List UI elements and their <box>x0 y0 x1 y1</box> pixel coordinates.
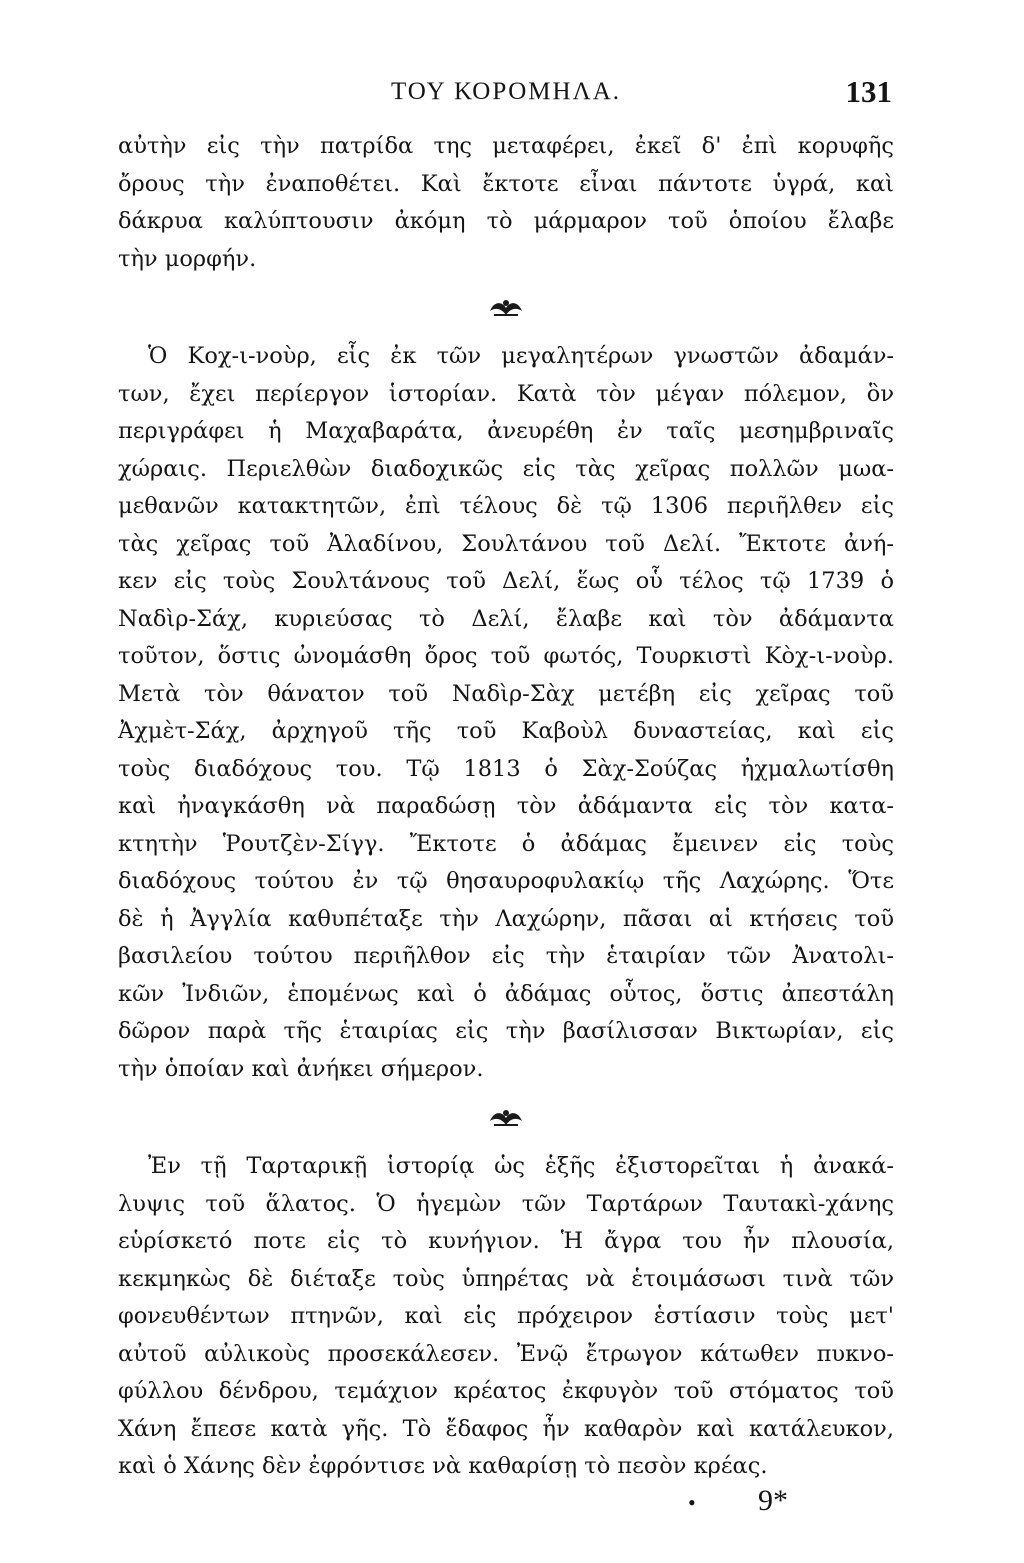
text-line: δῶρον παρὰ τῆς ἑταιρίας εἰς τὴν βασίλισσαν Βικτωρίαν, εἰς <box>118 1018 894 1044</box>
section-ornament <box>118 278 894 338</box>
text-line: Ἐν τῇ Ταρταρικῇ ἱστορίᾳ ὡς ἑξῆς ἐξιστορεῖται ἡ ἀνακά- <box>148 1153 894 1179</box>
text-line: δάκρυα καλύπτουσιν ἀκόμη τὸ μάρμαρον τοῦ ὁποίου ἔλαβε <box>118 208 894 234</box>
text-line: καὶ ὁ Χάνης δὲν ἐφρόντισε νὰ καθαρίσῃ τὸ πεσὸν κρέας. <box>118 1453 768 1479</box>
footer-bullet: • <box>688 1489 696 1515</box>
page-footer <box>118 1483 894 1530</box>
text-line: χώραις. Περιελθὼν διαδοχικῶς εἰς τὰς χεῖρας πολλῶν μωα- <box>118 455 894 482</box>
text-line: αὐτὴν εἰς τὴν πατρίδα της μεταφέρει, ἐκεῖ δ' ἐπὶ κορυφῆς <box>118 133 894 159</box>
text-line: αὐτοῦ αὐλικοὺς προσεκάλεσεν. Ἐνῷ ἔτρωγον κάτωθεν πυκνο- <box>118 1340 894 1367</box>
text-line: εὑρίσκετό ποτε εἰς τὸ κυνήγιον. Ἡ ἄγρα του ἦν πλουσία, <box>118 1228 894 1254</box>
text-line: Ἀχμὲτ-Σάχ, ἀρχηγοῦ τῆς τοῦ Καβοὺλ δυναστείας, καὶ εἰς <box>118 718 894 744</box>
signature-mark: 9* <box>758 1483 788 1517</box>
running-head <box>118 74 894 128</box>
paragraph-salt-discovery <box>118 1148 894 1486</box>
paragraph-koh-i-noor <box>118 338 894 1088</box>
text-line: λυψις τοῦ ἅλατος. Ὁ ἡγεμὼν τῶν Ταρτάρων Ταυτακὶ-χάνης <box>118 1190 894 1217</box>
book-page <box>118 74 894 1530</box>
text-line: τὴν μορφήν. <box>118 245 257 272</box>
text-line: διαδόχους τούτου ἐν τῷ θησαυροφυλακίῳ τῆς Λαχώρης. Ὅτε <box>118 868 894 894</box>
text-line: περιγράφει ἡ Μαχαβαράτα, ἀνευρέθη ἐν ταῖς μεσημβριναῖς <box>118 418 894 444</box>
text-line: φύλλου δένδρου, τεμάχιον κρέατος ἐκφυγὸν τοῦ στόματος τοῦ <box>118 1378 894 1404</box>
text-line: Μετὰ τὸν θάνατον τοῦ Ναδὶρ-Σὰχ μετέβη εἰς χεῖρας τοῦ <box>118 680 894 707</box>
text-line: ὄρους τὴν ἐναποθέτει. Καὶ ἔκτοτε εἶναι πάντοτε ὑγρά, καὶ <box>118 170 894 197</box>
running-title: ΤΟΥ ΚΟΡΟΜΗΛΑ. <box>390 78 622 105</box>
text-line: Χάνη ἔπεσε κατὰ γῆς. Τὸ ἔδαφος ἦν καθαρὸν καὶ κατάλευκον, <box>118 1415 894 1442</box>
text-line: τοὺς διαδόχους του. Τῷ 1813 ὁ Σὰχ-Σούζας ἠχμαλωτίσθη <box>118 755 894 782</box>
text-line: τὴν ὁποίαν καὶ ἀνήκει σήμερον. <box>118 1055 484 1082</box>
paragraph-statue-tears <box>118 128 894 278</box>
text-line: των, ἔχει περίεργον ἱστορίαν. Κατὰ τὸν μέγαν πόλεμον, ὃν <box>118 380 894 407</box>
text-line: μεθανῶν κατακτητῶν, ἐπὶ τέλους δὲ τῷ 1306 περιῆλθεν εἰς <box>118 493 894 519</box>
page-number: 131 <box>845 74 892 109</box>
fleuron-icon <box>486 1107 526 1129</box>
text-line: κεν εἰς τοὺς Σουλτάνους τοῦ Δελί, ἕως οὗ τέλος τῷ 1739 ὁ <box>118 568 894 594</box>
text-line: κτητὴν Ῥουτζὲν-Σίγγ. Ἔκτοτε ὁ ἀδάμας ἔμεινεν εἰς τοὺς <box>118 830 894 857</box>
text-line: τὰς χεῖρας τοῦ Ἀλαδίνου, Σουλτάνου τοῦ Δελί. Ἔκτοτε ἀνή- <box>118 530 894 557</box>
text-line: Ναδὶρ-Σάχ, κυριεύσας τὸ Δελί, ἔλαβε καὶ τὸν ἀδάμαντα <box>118 605 894 632</box>
text-line: δὲ ἡ Ἀγγλία καθυπέταξε τὴν Λαχώρην, πᾶσαι αἱ κτήσεις τοῦ <box>118 905 894 932</box>
text-line: φονευθέντων πτηνῶν, καὶ εἰς πρόχειρον ἑστίασιν τοὺς μετ' <box>118 1303 894 1329</box>
text-line: Ὁ Κοχ-ι-νοὺρ, εἷς ἐκ τῶν μεγαλητέρων γνωστῶν ἀδαμάν- <box>148 343 894 369</box>
text-line: βασιλείου τούτου περιῆλθον εἰς τὴν ἑταιρίαν τῶν Ἀνατολι- <box>118 943 894 969</box>
text-line: καὶ ἠναγκάσθη νὰ παραδώσῃ τὸν ἀδάμαντα εἰς τὸν κατα- <box>118 793 894 819</box>
text-line: κῶν Ἰνδιῶν, ἑπομένως καὶ ὁ ἀδάμας οὗτος, ὅστις ἀπεστάλη <box>118 980 894 1007</box>
section-ornament <box>118 1088 894 1148</box>
text-line: κεκμηκὼς δὲ διέταξε τοὺς ὑπηρέτας νὰ ἑτοιμάσωσι τινὰ τῶν <box>118 1265 894 1292</box>
text-line: τοῦτον, ὅστις ὠνομάσθη ὄρος τοῦ φωτός, Τουρκιστὶ Κὸχ-ι-νοὺρ. <box>118 643 894 669</box>
fleuron-icon <box>486 297 526 319</box>
